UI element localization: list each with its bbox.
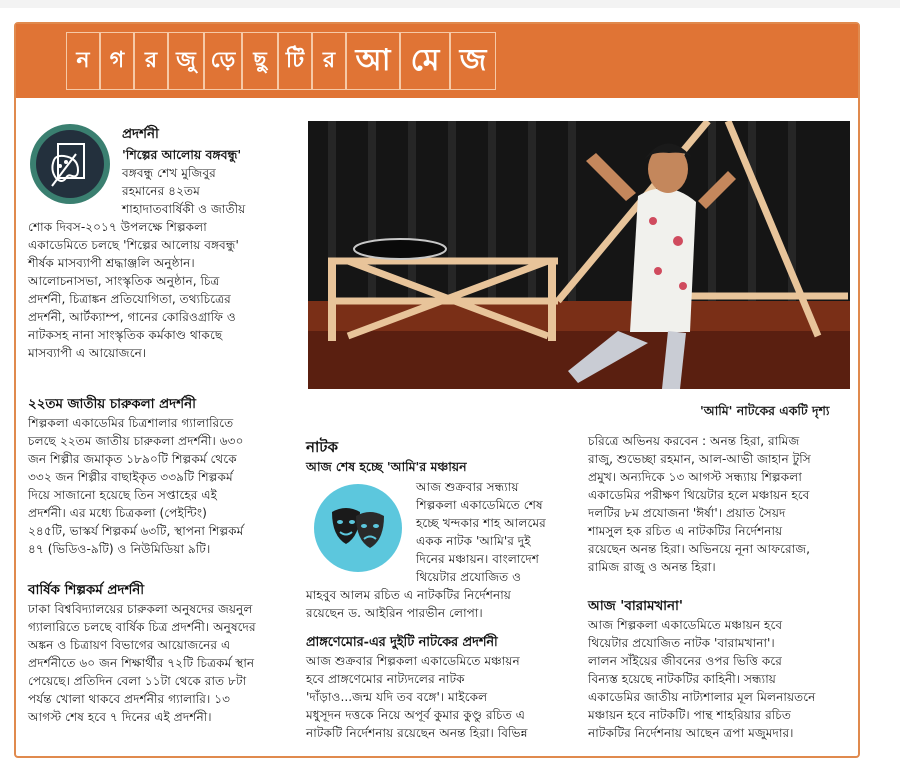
- exhibition-line: আলোচনাসভা, সাংস্কৃতিক অনুষ্ঠান, চিত্র: [28, 274, 220, 288]
- right-col-line: শামসুল হক রচিত এ নাটকটির নির্দেশনায়: [588, 524, 783, 538]
- drama-line: থিয়েটার প্রযোজিত ও: [416, 570, 522, 584]
- drama-line: মাহবুব আলম রচিত এ নাটকটির নির্দেশনায়: [306, 588, 511, 602]
- right-col-line: প্রমুখ। অন্যদিকে ১৩ আগস্ট সন্ধ্যায় শিল্পকলা: [588, 470, 802, 484]
- national-art-line: শিল্পকলা একাডেমির চিত্রশালার গ্যালারিতে: [28, 416, 234, 430]
- prangane-line: হবে প্রাঙ্গণেমোর নাট্যদলের নাটক: [306, 672, 465, 686]
- exhibition-title: 'শিল্পের আলোয় বঙ্গবন্ধু': [122, 147, 242, 162]
- right-col-line: রয়েছেন অনন্ত হিরা। অভিনয়ে নূনা আফরোজ,: [588, 542, 811, 556]
- drama-line: দিনের মঞ্চায়ন। বাংলাদেশ: [416, 552, 539, 566]
- exhibition-line: শাহাদাতবার্ষিকী ও জাতীয়: [122, 202, 246, 216]
- exhibition-line: একাডেমিতে চলছে 'শিল্পের আলোয় বঙ্গবন্ধু': [28, 238, 239, 252]
- banner-letter: আ: [346, 32, 400, 90]
- prangane-heading: প্রাঙ্গণেমোর-এর দুইটি নাটকের প্রদর্শনী: [306, 635, 498, 650]
- national-art-line: ২৪৫টি, ভাস্কর্য শিল্পকর্ম ৬৩টি, স্থাপনা শিল্পকর্ম: [28, 524, 244, 538]
- drama-line: একক নাটক 'আমি'র দুই: [416, 534, 531, 548]
- national-art-heading: ২২তম জাতীয় চারুকলা প্রদর্শনী: [28, 397, 196, 412]
- national-art-line: প্রদর্শনী। এর মধ্যে চিত্রকলা (পেইন্টিং): [28, 506, 207, 520]
- theatre-masks-icon: [314, 484, 402, 572]
- prangane-line: নাটকটি নির্দেশনায় রয়েছেন অনন্ত হিরা। বিভিন্ন: [306, 726, 528, 740]
- baramkhana-line: নাটকটির নির্দেশনায় আছেন ত্রপা মজুমদার।: [588, 726, 794, 740]
- drama-subhead: আজ শেষ হচ্ছে 'আমি'র মঞ্চায়ন: [306, 459, 467, 474]
- baramkhana-heading: আজ 'বারামখানা': [588, 599, 684, 614]
- right-col-line: চরিত্রে অভিনয় করবেন : অনন্ত হিরা, রামিজ: [588, 434, 800, 448]
- annual-art-line: পেয়েছে। প্রতিদিন বেলা ১১টা থেকে রাত ৮টা: [28, 674, 247, 688]
- national-art-line: জন শিল্পীর জমাকৃত ১৮৯০টি শিল্পকর্ম থেকে: [28, 452, 237, 466]
- annual-art-line: অঙ্কন ও চিত্রায়ণ বিভাগের আয়োজনের এ: [28, 638, 231, 652]
- baramkhana-line: বিন্যস্ত হয়েছে নাটকটির কাহিনী। সন্ধ্যায়: [588, 672, 776, 686]
- annual-art-line: প্রদর্শনীতে ৬০ জন শিক্ষার্থীর ৭২টি চিত্রকর্ম স্থান: [28, 656, 255, 670]
- right-col-line: দলটির ৮ম প্রযোজনা 'ঈর্ষা'। প্রয়াত সৈয়দ: [588, 506, 786, 520]
- drama-line: হচ্ছে খন্দকার শাহ আলমের: [416, 516, 546, 530]
- prangane-line: মধুসূদন দত্তকে নিয়ে অপূর্ব কুমার কুণ্ডু রচিত এ: [306, 708, 526, 722]
- exhibition-line: রহমানের ৪২তম: [122, 184, 200, 198]
- banner-letter: ছু: [242, 32, 278, 90]
- annual-art-heading: বার্ষিক শিল্পকর্ম প্রদর্শনী: [28, 583, 145, 598]
- exhibition-line: শোক দিবস-২০১৭ উপলক্ষে শিল্পকলা: [28, 220, 207, 234]
- drama-line: শিল্পকলা একাডেমিতে শেষ: [416, 498, 543, 512]
- national-art-line: দিয়ে সাজানো হয়েছে তিন সপ্তাহের এই: [28, 488, 217, 502]
- annual-art-line: আগস্ট শেষ হবে ৭ দিনের এই প্রদর্শনী।: [28, 710, 212, 724]
- exhibition-line: শীর্ষক মাসব্যাপী শ্রদ্ধাঞ্জলি অনুষ্ঠান।: [28, 256, 195, 270]
- right-col-line: একাডেমির পরীক্ষণ থিয়েটার হলে মঞ্চায়ন হবে: [588, 488, 810, 502]
- exhibition-line: বঙ্গবন্ধু শেখ মুজিবুর: [122, 166, 216, 180]
- banner-letter: ন: [66, 32, 100, 90]
- banner-letter: র: [312, 32, 346, 90]
- drama-line: রয়েছেন ড. আইরিন পারভীন লোপা।: [306, 606, 483, 620]
- banner-letter: ড়ে: [204, 32, 242, 90]
- right-col-line: রামিজ রাজু ও অনন্ত হিরা।: [588, 560, 716, 574]
- drama-line: আজ শুক্রবার সন্ধ্যায়: [416, 480, 519, 494]
- annual-art-line: ঢাকা বিশ্ববিদ্যালয়ের চারুকলা অনুষদের জয়নুল: [28, 602, 253, 616]
- drama-heading: নাটক: [306, 438, 338, 456]
- art-palette-icon: [30, 124, 110, 204]
- banner-letter: মে: [400, 32, 450, 90]
- baramkhana-line: থিয়েটার প্রযোজিত নাটক 'বারামখানা'।: [588, 636, 775, 650]
- national-art-line: ৩৩২ জন শিল্পীর বাছাইকৃত ৩৩৯টি শিল্পকর্ম: [28, 470, 233, 484]
- baramkhana-line: মঞ্চায়ন হবে নাটকটি। পান্থ শাহরিয়ার রচিত: [588, 708, 791, 722]
- banner-letter: র: [134, 32, 168, 90]
- top-strip: [0, 0, 900, 8]
- baramkhana-line: আজ শিল্পকলা একাডেমিতে মঞ্চায়ন হবে: [588, 618, 783, 632]
- exhibition-line: প্রদর্শনী, আর্টক্যাম্প, গানের কোরিওগ্রাফি ও: [28, 310, 236, 324]
- national-art-line: ৪৭ (ভিডিও-৯টি) ও নিউমিডিয়া ৯টি।: [28, 542, 211, 556]
- section-banner: [16, 24, 858, 98]
- prangane-line: 'দাঁড়াও...জন্ম যদি তব বঙ্গে'। মাইকেল: [306, 690, 488, 704]
- national-art-line: চলছে ২২তম জাতীয় চারুকলা প্রদর্শনী। ৬৩০: [28, 434, 244, 448]
- prangane-line: আজ শুক্রবার শিল্পকলা একাডেমিতে মঞ্চায়ন: [306, 654, 520, 668]
- photo-caption: 'আমি' নাটকের একটি দৃশ্য: [700, 403, 830, 418]
- annual-art-line: গ্যালারিতে চলছে বার্ষিক চিত্র প্রদর্শনী। অনুষদের: [28, 620, 256, 634]
- banner-letter: জ: [450, 32, 496, 90]
- banner-letter: গ: [100, 32, 134, 90]
- banner-letter: জু: [168, 32, 204, 90]
- banner-letter: টি: [278, 32, 312, 90]
- drama-photo: [308, 121, 850, 389]
- baramkhana-line: লালন সাঁইয়ের জীবনের ওপর ভিত্তি করে: [588, 654, 782, 668]
- exhibition-line: মাসব্যাপী এ আয়োজনে।: [28, 346, 147, 360]
- baramkhana-line: একাডেমির জাতীয় নাট্যশালার মূল মিলনায়তনে: [588, 690, 816, 704]
- exhibition-line: প্রদর্শনী, চিত্রাঙ্কন প্রতিযোগিতা, তথ্যচিত্রের: [28, 292, 231, 306]
- exhibition-line: নাটকসহ নানা সাংস্কৃতিক কর্মকাণ্ড থাকছে: [28, 328, 223, 342]
- right-col-line: রাজু, শুভেচ্ছা রহমান, আল-আভী জাহান টুসি: [588, 452, 811, 466]
- annual-art-line: পর্যন্ত খোলা থাকবে প্রদর্শনীর গ্যালারি। ১৩: [28, 692, 231, 706]
- exhibition-heading: প্রদর্শনী: [122, 127, 159, 142]
